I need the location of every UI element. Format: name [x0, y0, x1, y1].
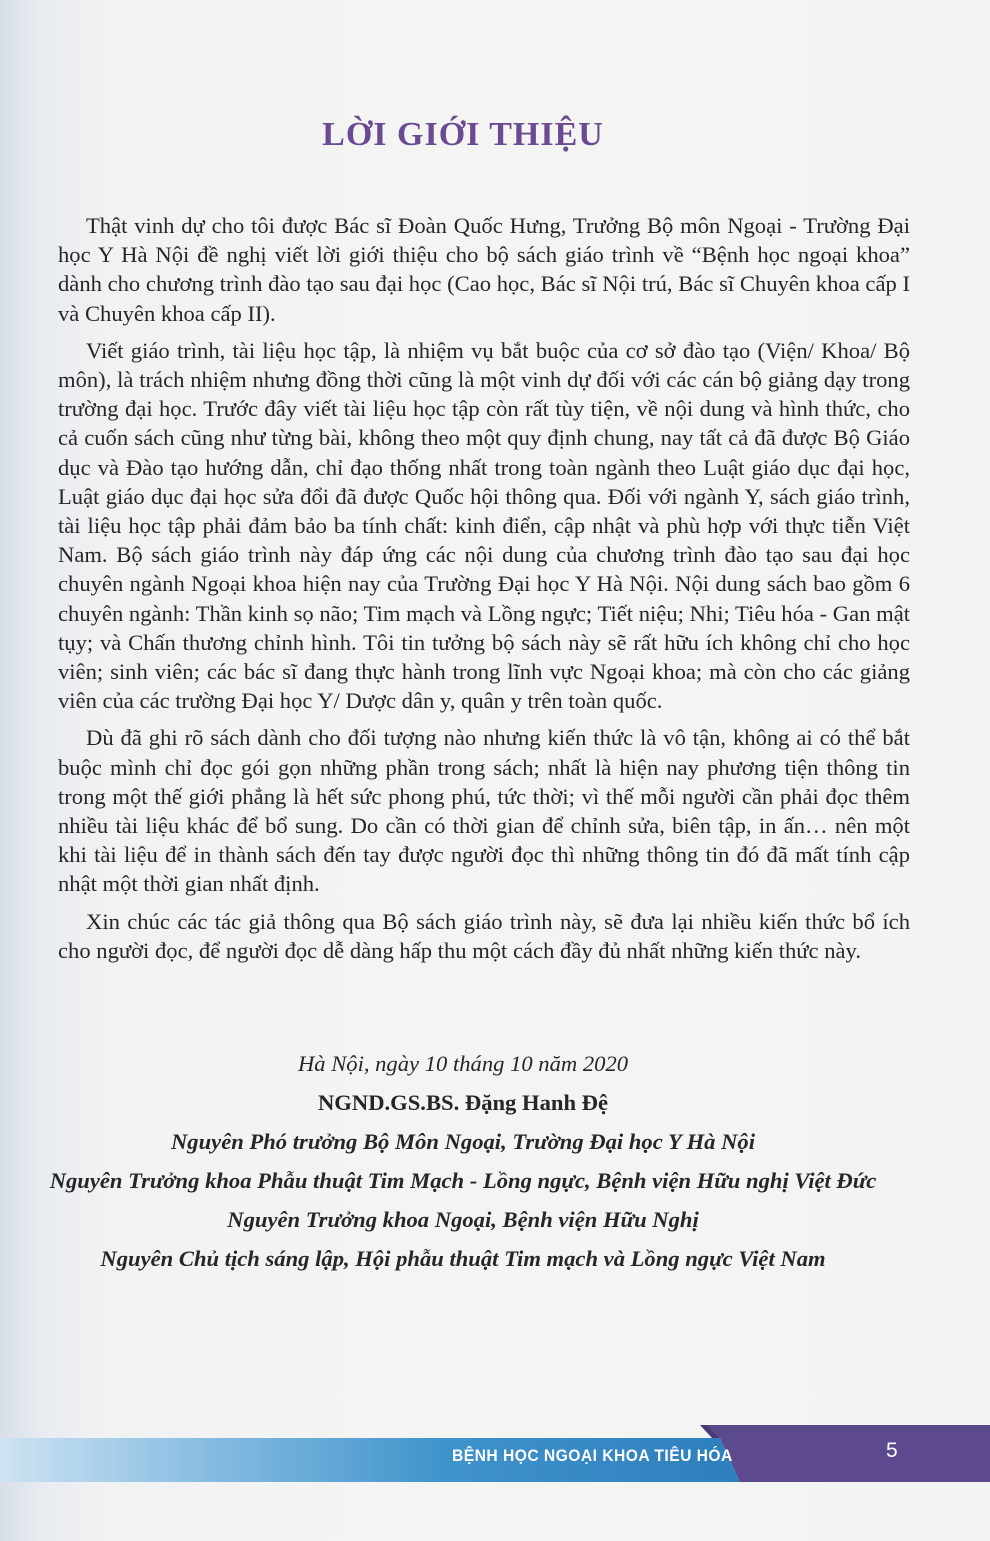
author-role: Nguyên Chủ tịch sáng lập, Hội phẫu thuật Tim mạch và Lồng ngực Việt Nam — [100, 1246, 826, 1271]
paragraph: Thật vinh dự cho tôi được Bác sĩ Đoàn Quốc Hưng, Trưởng Bộ môn Ngoại - Trường Đại học Y Hà Nội đề nghị viết lời giới thiệu cho bộ sách giáo trình về “Bệnh học ngoại khoa” dành cho chương trình đào tạo sau đại học (Cao học, Bác sĩ Nội trú, Bác sĩ Chuyên khoa cấp I và Chuyên khoa cấp II). — [58, 213, 910, 326]
author-name: NGND.GS.BS. Đặng Hanh Đệ — [317, 1090, 608, 1115]
footer-purple-block — [700, 1425, 990, 1482]
author-role: Nguyên Phó trưởng Bộ Môn Ngoại, Trường Đại học Y Hà Nội — [170, 1129, 756, 1154]
place-date: Hà Nội, ngày 10 tháng 10 năm 2020 — [297, 1051, 629, 1076]
paragraph: Xin chúc các tác giả thông qua Bộ sách giáo trình này, sẽ đưa lại nhiều kiến thức bổ ích cho người đọc, để người đọc dễ dàng hấp thu một cách đầy đủ nhất những kiến thức này. — [58, 908, 910, 963]
footer-book-title: BỆNH HỌC NGOẠI KHOA TIÊU HÓA — [452, 1446, 733, 1465]
page-title: LỜI GIỚI THIỆU — [322, 116, 604, 153]
body-text — [58, 211, 910, 973]
page-number: 5 — [886, 1439, 898, 1462]
author-role: Nguyên Trưởng khoa Phẫu thuật Tim Mạch - Lồng ngực, Bệnh viện Hữu nghị Việt Đức — [49, 1168, 877, 1193]
author-role: Nguyên Trưởng khoa Ngoại, Bệnh viện Hữu Nghị — [227, 1207, 699, 1232]
paragraph: Viết giáo trình, tài liệu học tập, là nhiệm vụ bắt buộc của cơ sở đào tạo (Viện/ Khoa/ Bộ môn), là trách nhiệm nhưng đồng thời cũng là một vinh dự đối với các cán bộ giảng dạy trong trường đại học. Trước đây viết tài liệu học tập còn rất tùy tiện, về nội dung và hình thức, cho cả cuốn sách cũng như từng bài, không theo một quy định chung, nay tất cả đã được Bộ Giáo dục và Đào tạo hướng dẫn, chỉ đạo thống nhất trong toàn ngành theo Luật giáo dục đại học, Luật giáo dục đại học sửa đổi đã được Quốc hội thông qua. Đối với ngành Y, sách giáo trình, tài liệu học tập phải đảm bảo ba tính chất: kinh điển, cập nhật và phù hợp với thực tiễn Việt Nam. Bộ sách giáo trình này đáp ứng các nội dung của chương trình đào tạo sau đại học chuyên ngành Ngoại khoa hiện nay của Trường Đại học Y Hà Nội. Nội dung sách bao gồm 6 chuyên ngành: Thần kinh sọ não; Tim mạch và Lồng ngực; Tiết niệu; Nhi; Tiêu hóa - Gan mật tụy; và Chấn thương chỉnh hình. Tôi tin tưởng bộ sách này sẽ rất hữu ích không chỉ cho học viên; sinh viên; các bác sĩ đang thực hành trong lĩnh vực Ngoại khoa; mà còn cho các giảng viên của các trường Đại học Y/ Dược dân y, quân y trên toàn quốc. — [58, 337, 910, 714]
signature-block — [0, 1044, 926, 1278]
paragraph: Dù đã ghi rõ sách dành cho đối tượng nào nhưng kiến thức là vô tận, không ai có thể bắt buộc mình chỉ đọc gói gọn những phần trong sách; nhất là hiện nay phương tiện thông tin trong một thế giới phẳng là hết sức phong phú, tức thời; vì thế mỗi người cần phải đọc thêm nhiều tài liệu khác để bổ sung. Do cần có thời gian để chỉnh sửa, biên tập, in ấn… nên một khi tài liệu để in thành sách đến tay được người đọc thì những thông tin đó đã mất tính cập nhật một thời gian nhất định. — [58, 725, 910, 897]
